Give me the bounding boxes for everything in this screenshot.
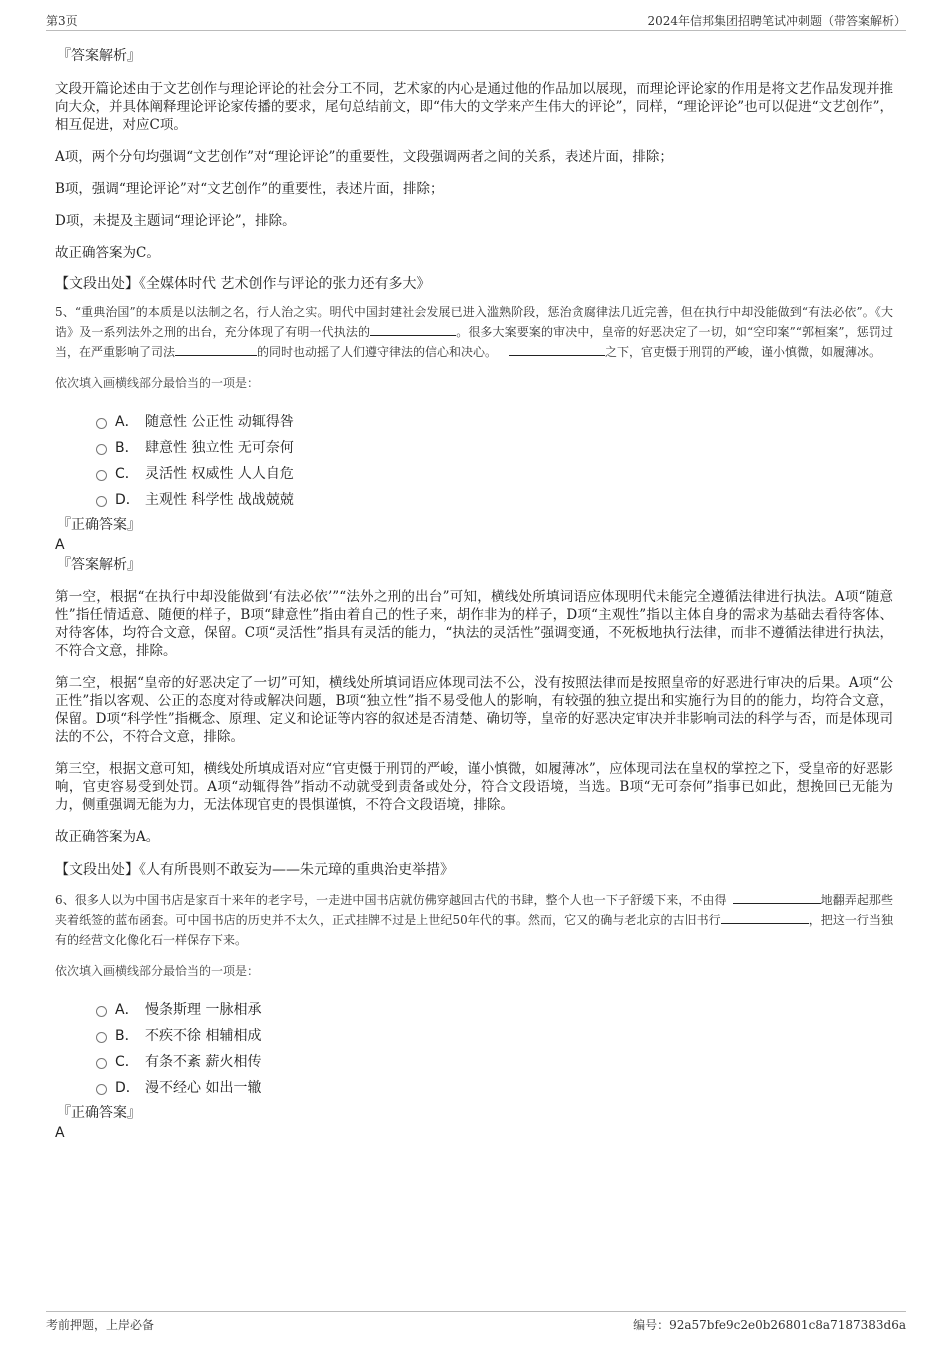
analysis-paragraph: 文段开篇论述由于文艺创作与理论评论的社会分工不同，艺术家的内心是通过他的作品加以展现，而理论评论家的作用是将文艺作品发现并推向大众，并具体阐释理论评论家传播的要求，尾句总结前文，即“伟大的文学来产生伟大的评论”，同样，“理论评论”也可以促进“文艺创作”，相互促进，对应C项。 xyxy=(55,81,893,133)
fill-blank-1 xyxy=(370,323,456,336)
option-a[interactable]: A． 随意性 公正性 动辄得咎 xyxy=(55,409,893,435)
analysis-paragraph: D项，未提及主题词“理论评论”，排除。 xyxy=(55,213,296,229)
radio-button[interactable] xyxy=(96,496,107,507)
analysis-conclusion: 故正确答案为C。 xyxy=(55,245,160,261)
option-a[interactable]: A． 慢条斯理 一脉相承 xyxy=(55,997,893,1023)
document-title: 2024年信邦集团招聘笔试冲刺题（带答案解析） xyxy=(647,14,906,28)
option-c[interactable]: C． 有条不紊 薪火相传 xyxy=(55,1049,893,1075)
option-d[interactable]: D． 主观性 科学性 战战兢兢 xyxy=(55,487,893,513)
question-6-options xyxy=(55,997,893,1101)
radio-button[interactable] xyxy=(96,444,107,455)
passage-source: 【文段出处】《人有所畏则不敢妄为——朱元璋的重典治吏举措》 xyxy=(55,862,454,878)
fill-blank-3 xyxy=(509,343,605,356)
page-content xyxy=(55,46,893,1143)
radio-button[interactable] xyxy=(96,418,107,429)
analysis-paragraph: 第一空，根据“在执行中却没能做到‘有法必依’”“法外之刑的出台”可知，横线处所填词语应体现明代未能完全遵循法律进行执法。A项“随意性”指任情适意、随便的样子，B项“肆意性”指由着自己的性子来，胡作非为的样子，D项“主观性”指以主体自身的需求为基础去看待客体、对待客体，均符合文意，保留。C项“灵活性”指具有灵活的能力，“执法的灵活性”强调变通，不死板地执行法律，而非不遵循法律进行执法，不符合文意，排除。 xyxy=(55,589,893,659)
option-b[interactable]: B． 不疾不徐 相辅相成 xyxy=(55,1023,893,1049)
analysis-label: 『答案解析』 xyxy=(57,48,141,64)
analysis-paragraph: B项，强调“理论评论”对“文艺创作”的重要性，表述片面，排除； xyxy=(55,181,444,197)
fill-blank-1 xyxy=(733,891,821,904)
page-footer xyxy=(46,1311,906,1336)
analysis-paragraph: 第三空，根据文意可知，横线处所填成语对应“官吏慑于刑罚的严峻，谨小慎微，如履薄冰”，应体现司法在皇权的掌控之下，受皇帝的好恶影响，官吏容易受到处罚。A项“动辄得咎”指动不动就受到责备或处分，符合文段语境，当选。B项“无可奈何”指事已如此，想挽回已无能为力，侧重强调无能为力，无法体现官吏的畏惧谨慎，不符合文段语境，排除。 xyxy=(55,761,893,813)
passage-source: 【文段出处】《全媒体时代 艺术创作与评论的张力还有多大》 xyxy=(55,276,431,292)
question-5-instruction: 依次填入画横线部分最恰当的一项是： xyxy=(55,376,260,390)
analysis-paragraph: 第二空，根据“皇帝的好恶决定了一切”可知，横线处所填词语应体现司法不公，没有按照法律而是按照皇帝的好恶进行审决的后果。A项“公正性”指以客观、公正的态度对待或解决问题，B项“独立性”指不易受他人的影响，有较强的独立提出和实施行为目的的能力，均符合文意，保留。D项“科学性”指概念、原理、定义和论证等内容的叙述是否清楚、确切等，皇帝的好恶决定审决并非影响司法的科学与否，而是体现司法的不公，不符合文意，排除。 xyxy=(55,675,893,745)
analysis-conclusion: 故正确答案为A。 xyxy=(55,829,160,845)
radio-button[interactable] xyxy=(96,1084,107,1095)
page-header xyxy=(46,8,906,31)
analysis-label: 『答案解析』 xyxy=(57,557,141,573)
option-d[interactable]: D． 漫不经心 如出一辙 xyxy=(55,1075,893,1101)
radio-button[interactable] xyxy=(96,470,107,481)
footer-slogan: 考前押题，上岸必备 xyxy=(46,1318,155,1332)
page-number: 第3页 xyxy=(46,14,78,28)
analysis-paragraph: A项，两个分句均强调“文艺创作”对“理论评论”的重要性，文段强调两者之间的关系，表述片面，排除； xyxy=(55,149,673,165)
option-b[interactable]: B． 肆意性 独立性 无可奈何 xyxy=(55,435,893,461)
correct-answer: A xyxy=(55,1125,65,1141)
correct-answer-label: 『正确答案』 xyxy=(57,1105,141,1121)
fill-blank-2 xyxy=(721,911,809,924)
fill-blank-2 xyxy=(175,343,257,356)
document-id: 编号：92a57bfe9c2e0b26801c8a7187383d6a xyxy=(633,1318,906,1332)
radio-button[interactable] xyxy=(96,1032,107,1043)
question-5-options xyxy=(55,409,893,513)
option-c[interactable]: C． 灵活性 权威性 人人自危 xyxy=(55,461,893,487)
question-6-stem: 6、很多人以为中国书店是家百十来年的老字号，一走进中国书店就仿佛穿越回古代的书肆，整个人也一下子舒缓下来，不由得 地翻弄起那些夹着纸签的蓝布函套。可中国书店的历史并不太久，正式挂牌不过是上世纪50年代的事。然而，它又的确与老北京的古旧书行 ，把这一行当独有的经营文化像化石一样保存下来。 xyxy=(55,893,893,947)
radio-button[interactable] xyxy=(96,1058,107,1069)
question-5-stem: 5、“重典治国”的本质是以法制之名，行人治之实。明代中国封建社会发展已进入滥熟阶段，惩治贪腐律法几近完善，但在执行中却没能做到“有法必依”。《大诰》及一系列法外之刑的出台，充分体现了有明一代执法的 。很多大案要案的审决中，皇帝的好恶决定了一切，如“空印案”“郭桓案”，惩罚过当，在严重影响了司法 的同时也动摇了人们遵守律法的信心和决心。 之下，官吏慑于刑罚的严峻，谨小慎微，如履薄冰。 xyxy=(55,305,893,359)
question-6-instruction: 依次填入画横线部分最恰当的一项是： xyxy=(55,964,260,978)
correct-answer: A xyxy=(55,537,65,553)
correct-answer-label: 『正确答案』 xyxy=(57,517,141,533)
radio-button[interactable] xyxy=(96,1006,107,1017)
